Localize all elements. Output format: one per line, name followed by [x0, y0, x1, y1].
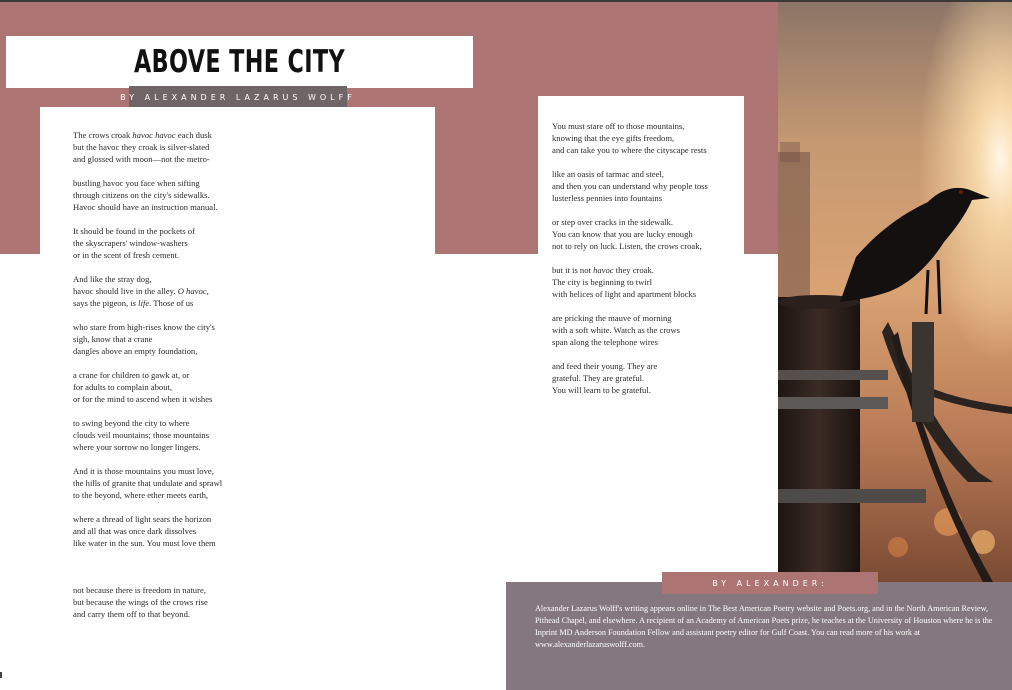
poem-line: Havoc should have an instruction manual.	[73, 202, 218, 212]
poem-line: The city is beginning to twirl	[552, 277, 653, 287]
poem-line: through citizens on the city's sidewalks.	[73, 190, 210, 200]
poem-stanza	[73, 273, 222, 309]
poem-stanza	[552, 120, 708, 156]
article-title: ABOVE THE CITY	[133, 44, 345, 80]
poem-line: to swing beyond the city to where	[73, 418, 190, 428]
poem-line: lusterless pennies into fountains	[552, 193, 663, 203]
page-edge-mark	[0, 672, 2, 678]
poem-line: and glossed with moon—not the metro-	[73, 154, 210, 164]
poem-line: It should be found in the pockets of	[73, 226, 195, 236]
poem-line: says the pigeon, is life. Those of us	[73, 298, 194, 308]
poem-line: clouds veil mountains; those mountains	[73, 430, 210, 440]
poem-line: for adults to complain about,	[73, 382, 173, 392]
poem-line: You will learn to be grateful.	[552, 385, 651, 395]
poem-left-column	[73, 129, 222, 632]
poem-stanza	[552, 264, 708, 300]
poem-line: and feed their young. They are	[552, 361, 658, 371]
poem-line: to the beyond, where ether meets earth,	[73, 490, 209, 500]
poem-line: or in the scent of fresh cement.	[73, 250, 180, 260]
poem-stanza	[73, 369, 222, 405]
poem-line: with helices of light and apartment blocks	[552, 289, 697, 299]
poem-line: where a thread of light sears the horizon	[73, 514, 212, 524]
poem-line: the hills of granite that undulate and sprawl	[73, 478, 223, 488]
poem-line: where your sorrow no longer lingers.	[73, 442, 201, 452]
poem-line: You must stare off to those mountains,	[552, 121, 685, 131]
poem-line: sigh, know that a crane	[73, 334, 153, 344]
poem-line: not to rely on luck. Listen, the crows croak,	[552, 241, 702, 251]
poem-line: but because the wings of the crows rise	[73, 597, 208, 607]
poem-line: grateful. They are grateful.	[552, 373, 645, 383]
poem-line: and then you can understand why people toss	[552, 181, 708, 191]
poem-stanza	[552, 216, 708, 252]
poem-line: And like the stray dog,	[73, 274, 152, 284]
poem-stanza	[73, 129, 222, 165]
poem-line: but the havoc they croak is silver-slated	[73, 142, 210, 152]
poem-line: like an oasis of tarmac and steel,	[552, 169, 664, 179]
poem-line: and all that was once dark dissolves	[73, 526, 197, 536]
poem-line: knowing that the eye gifts freedom,	[552, 133, 675, 143]
poem-stanza	[552, 360, 708, 396]
poem-line: are pricking the mauve of morning	[552, 313, 672, 323]
poem-line: who stare from high-rises know the city's	[73, 322, 215, 332]
poem-stanza	[73, 465, 222, 501]
poem-line: and can take you to where the cityscape rests	[552, 145, 707, 155]
poem-line: or for the mind to ascend when it wishes	[73, 394, 213, 404]
poem-line: like water in the sun. You must love them	[73, 538, 216, 548]
poem-line: the skyscrapers' window-washers	[73, 238, 188, 248]
poem-stanza	[73, 225, 222, 261]
poem-line: span along the telephone wires	[552, 337, 658, 347]
poem-stanza	[73, 177, 222, 213]
poem-stanza	[73, 321, 222, 357]
poem-stanza	[73, 513, 222, 549]
poem-line: not because there is freedom in nature,	[73, 585, 206, 595]
poem-line: And it is those mountains you must love,	[73, 466, 214, 476]
byline-tag: BY ALEXANDER LAZARUS WOLFF	[129, 86, 347, 108]
poem-line: but it is not havoc they croak.	[552, 265, 654, 275]
poem-line: with a soft white. Watch as the crows	[552, 325, 681, 335]
poem-line: or step over cracks in the sidewalk.	[552, 217, 673, 227]
poem-stanza	[73, 584, 222, 620]
poem-line: dangles above an empty foundation,	[73, 346, 198, 356]
poem-right-column	[552, 120, 708, 408]
poem-line: The crows croak havoc havoc each dusk	[73, 130, 212, 140]
bio-heading-tag: BY ALEXANDER:	[662, 572, 878, 594]
poem-stanza	[73, 417, 222, 453]
title-box	[6, 36, 473, 88]
poem-line: a crane for children to gawk at, or	[73, 370, 190, 380]
poem-line: You can know that you are lucky enough	[552, 229, 693, 239]
poem-stanza	[552, 312, 708, 348]
poem-stanza	[552, 168, 708, 204]
poem-line: bustling havoc you face when sifting	[73, 178, 200, 188]
crow-sunset-photo	[778, 2, 1012, 582]
poem-line: and carry them off to that beyond.	[73, 609, 191, 619]
author-bio-text: Alexander Lazarus Wolff's writing appears online in The Best American Poetry website and Poets.org, and in the North American Review, Pithead Chapel, and elsewhere. A recipient of an Academy of American Poets prize, he teaches at the University of Houston where he is the Inprint MD Anderson Foundation Fellow and assistant poetry editor for Gulf Coast. You can read more of his work at www.alexanderlazaruswolff.com.	[535, 604, 993, 649]
poem-line: havoc should live in the alley. O havoc,	[73, 286, 209, 296]
